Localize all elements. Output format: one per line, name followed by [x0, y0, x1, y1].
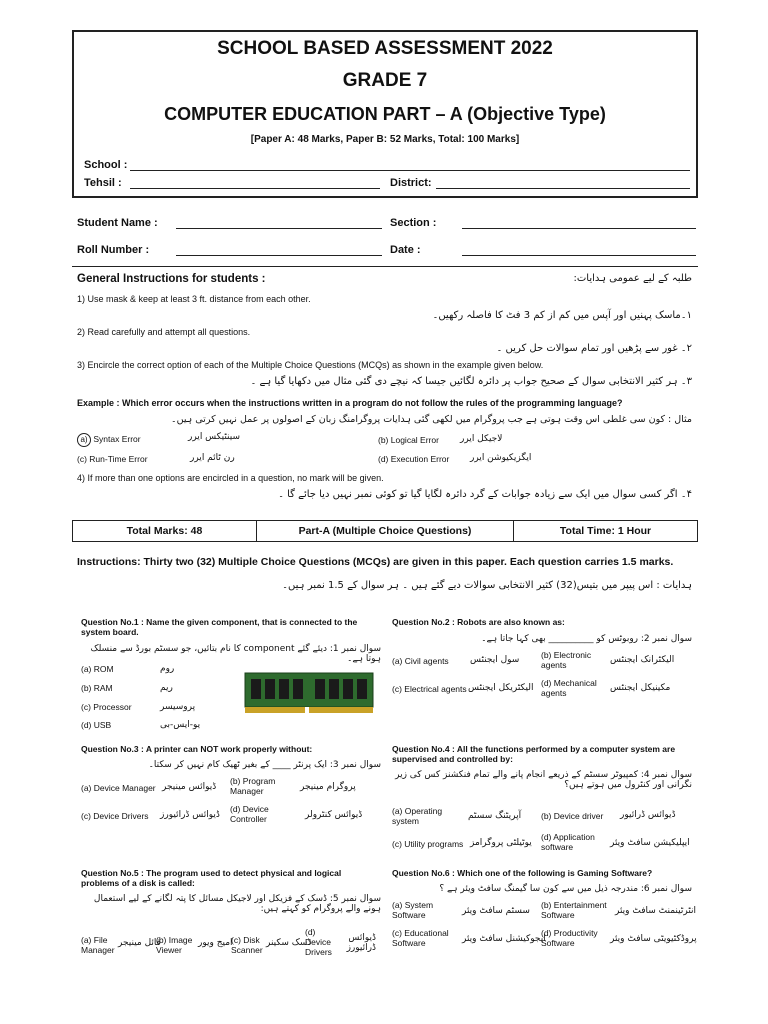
q6-option-a[interactable]: (a) System Software: [392, 900, 434, 920]
q2-option-b-ur: الیکٹرانک ایجنٹس: [610, 655, 675, 665]
q3-option-b[interactable]: (b) Program Manager: [230, 776, 276, 796]
example-option-a-text: Syntax Error: [93, 434, 141, 444]
q5-option-a[interactable]: (a) File Manager: [81, 935, 115, 955]
q2-option-d-ur: مکینیکل ایجنٹس: [610, 683, 671, 693]
q1-option-c[interactable]: (c) Processor: [81, 702, 132, 712]
title-subject: COMPUTER EDUCATION PART – A (Objective Type): [164, 104, 606, 124]
district-label: District:: [390, 177, 432, 189]
header-box: [72, 30, 698, 198]
roll-number-field[interactable]: [176, 255, 382, 256]
example-option-a: [77, 433, 141, 447]
total-time: Total Time: 1 Hour: [559, 525, 652, 537]
q2-option-b[interactable]: (b) Electronic agents: [541, 650, 592, 670]
q3-option-a-ur: ڈیوائس مینیجر: [162, 782, 217, 792]
q3-option-c[interactable]: (c) Device Drivers: [81, 811, 149, 821]
q4-option-a[interactable]: (a) Operating system: [392, 806, 443, 826]
q4-option-b[interactable]: (b) Device driver: [541, 811, 604, 821]
question-3: Question No.3 : A printer can NOT work properly without:: [81, 744, 313, 754]
q4-option-c[interactable]: (c) Utility programs: [392, 839, 464, 849]
example-option-d: (d) Execution Error: [378, 454, 450, 464]
q1-option-c-ur: پروسیسر: [160, 702, 196, 712]
example-option-a-ur: سینٹیکس ایرر: [188, 432, 241, 442]
q4-option-d-ur: ایپلیکیشن سافٹ ویئر: [610, 838, 690, 848]
q5-option-a-ur: فائل مینیجر: [118, 938, 161, 948]
q1-option-d[interactable]: (d) USB: [81, 720, 112, 730]
student-name-field[interactable]: [176, 228, 382, 229]
example-option-c: (c) Run-Time Error: [77, 454, 148, 464]
instruction-4-ur: ۴۔ اگر کسی سوال میں ایک سے زیادہ جوابات کے گرد دائرہ لگایا گیا تو کوئی نمبر نہیں دیا جائے گا ۔: [278, 489, 692, 500]
title-school-assessment: SCHOOL BASED ASSESSMENT 2022: [217, 38, 553, 59]
q5-option-d[interactable]: (d) Device Drivers: [305, 927, 332, 957]
instructions-heading-ur: طلبہ کے لیے عمومی ہدایات:: [573, 273, 692, 284]
q2-option-d[interactable]: (d) Mechanical agents: [541, 678, 597, 698]
question-6-ur: سوال نمبر 6: مندرجہ ذیل میں سے کون سا گیمنگ سافٹ ویئر ہے ؟: [439, 884, 692, 894]
q2-option-c[interactable]: (c) Electrical agents: [392, 684, 467, 694]
example-option-d-ur: ایگزیکیوشن ایرر: [470, 453, 532, 463]
date-label: Date :: [390, 244, 421, 256]
q4-option-d[interactable]: (d) Application software: [541, 832, 595, 852]
q3-option-b-ur: پروگرام مینیجر: [300, 782, 356, 792]
mcq-instructions-ur: ہدایات : اس پیپر میں بتیس(32) کثیر الانتخابی سوالات دیے گئے ہیں ۔ ہر سوال کے 1.5 نمبر ہیں۔: [282, 580, 692, 591]
title-grade: GRADE 7: [342, 70, 428, 91]
example-question-ur: مثال : کون سی غلطی اس وقت ہوتی ہے جب پروگرام میں لکھی گئی ہدایات پروگرامنگ زبان کے اصولوں پر عمل نہیں کرتی ہیں۔: [171, 414, 692, 425]
q5-option-b-ur: امیج ویور: [198, 938, 233, 948]
q6-option-b-ur: انٹرٹینمنٹ سافٹ ویئر: [615, 906, 697, 916]
q2-option-a[interactable]: (a) Civil agents: [392, 656, 449, 666]
q1-option-a[interactable]: (a) ROM: [81, 664, 114, 674]
q1-option-b-ur: ریم: [160, 683, 173, 693]
question-5: Question No.5 : The program used to detect physical and logical problems of a disk is called:: [81, 868, 342, 888]
date-field[interactable]: [462, 255, 696, 256]
instruction-1: 1) Use mask & keep at least 3 ft. distance from each other.: [77, 294, 311, 304]
instructions-heading: General Instructions for students :: [77, 273, 266, 285]
q5-option-d-ur: ڈیوائس ڈرائیورز: [346, 933, 376, 953]
question-4-ur: سوال نمبر 4: کمپیوٹر سسٹم کے ذریعے انجام پانے والے تمام فنکشنز کس کی زیر نگرانی اور کنٹرول میں ہوتے ہیں؟: [395, 770, 692, 790]
q6-option-c[interactable]: (c) Educational Software: [392, 928, 449, 948]
school-label: School :: [84, 159, 128, 171]
marks-breakdown: [Paper A: 48 Marks, Paper B: 52 Marks, Total: 100 Marks]: [250, 134, 520, 145]
mcq-instructions: Instructions: Thirty two (32) Multiple Choice Questions (MCQs) are given in this paper. Each question carries 1.5 marks.: [77, 556, 674, 568]
summary-bar: [72, 520, 698, 542]
q6-option-d-ur: پروڈکٹیویٹی سافٹ ویئر: [610, 934, 697, 944]
student-name-label: Student Name :: [77, 217, 158, 229]
example-question: Example : Which error occurs when the instructions written in a program do not follow the rules of the programming language?: [77, 398, 623, 408]
ram-module-image: [243, 669, 375, 719]
q1-option-d-ur: یو-ایس-بی: [160, 720, 201, 730]
section-label: Section :: [390, 217, 437, 229]
q2-option-a-ur: سول ایجنٹس: [470, 655, 520, 665]
instruction-2: 2) Read carefully and attempt all questions.: [77, 327, 251, 337]
q6-option-b[interactable]: (b) Entertainment Software: [541, 900, 607, 920]
q6-option-c-ur: ایجوکیشنل سافٹ ویئر: [462, 934, 546, 944]
tehsil-label: Tehsil :: [84, 177, 122, 189]
q6-option-d[interactable]: (d) Productivity Software: [541, 928, 598, 948]
tehsil-field[interactable]: [130, 188, 380, 189]
district-field[interactable]: [436, 188, 690, 189]
q4-option-a-ur: آپریٹنگ سسٹم: [468, 811, 522, 821]
instruction-3: 3) Encircle the correct option of each of the Multiple Choice Questions (MCQs) as shown in the example given below.: [77, 360, 544, 370]
instruction-1-ur: ۱۔ماسک پہنیں اور آپس میں کم از کم 3 فٹ کا فاصلہ رکھیں۔: [432, 310, 692, 321]
question-5-ur: سوال نمبر 5: ڈسک کے فزیکل اور لاجیکل مسائل کا پتہ لگانے کے لیے استعمال ہونے والے پروگرام کو کہتے ہیں:: [93, 894, 381, 914]
roll-number-label: Roll Number :: [77, 244, 150, 256]
section-field[interactable]: [462, 228, 696, 229]
instruction-2-ur: ۲۔ غور سے پڑھیں اور تمام سوالات حل کریں ۔: [496, 343, 692, 354]
q3-option-d-ur: ڈیوائس کنٹرولر: [305, 810, 363, 820]
q4-option-b-ur: ڈیوائس ڈرائیور: [620, 810, 676, 820]
question-2: Question No.2 : Robots are also known as:: [392, 617, 565, 627]
question-2-ur: سوال نمبر 2: روبوٹس کو __________ بھی کہا جاتا ہے۔: [481, 634, 692, 644]
question-1: Question No.1 : Name the given component, that is connected to the system board.: [81, 617, 358, 637]
question-3-ur: سوال نمبر 3: ایک پرنٹر ____ کے بغیر ٹھیک کام نہیں کر سکتا۔: [148, 760, 381, 770]
q5-option-b[interactable]: (b) Image Viewer: [156, 935, 193, 955]
q3-option-d[interactable]: (d) Device Controller: [230, 804, 269, 824]
q1-option-a-ur: روم: [160, 664, 175, 674]
q3-option-c-ur: ڈیوائس ڈرائیورز: [160, 810, 220, 820]
q5-option-c[interactable]: (c) Disk Scanner: [231, 935, 263, 955]
question-4: Question No.4 : All the functions performed by a computer system are supervised and controlled by:: [392, 744, 676, 764]
total-marks: Total Marks: 48: [73, 521, 257, 541]
q3-option-a[interactable]: (a) Device Manager: [81, 783, 156, 793]
example-option-c-ur: رن ٹائم ایرر: [190, 453, 235, 463]
q5-option-c-ur: ڈسک سکینر: [266, 938, 312, 948]
part-label: Part-A (Multiple Choice Questions): [257, 521, 514, 541]
school-field[interactable]: [130, 170, 690, 171]
question-1-ur: سوال نمبر 1: دیئے گئے component کا نام بتائیں، جو سسٹم بورڈ سے منسلک ہوتا ہے۔: [90, 644, 381, 664]
selected-circle-icon: a): [77, 433, 91, 447]
divider: [72, 266, 698, 267]
example-option-b: (b) Logical Error: [378, 435, 439, 445]
q2-option-c-ur: الیکٹریکل ایجنٹس: [468, 683, 534, 693]
question-6: Question No.6 : Which one of the following is Gaming Software?: [392, 868, 653, 878]
q6-option-a-ur: سسٹم سافٹ ویئر: [462, 906, 530, 916]
example-option-b-ur: لاجیکل ایرر: [460, 434, 503, 444]
q1-option-b[interactable]: (b) RAM: [81, 683, 113, 693]
instruction-3-ur: ۳۔ ہر کثیر الانتخابی سوال کے صحیح جواب پر دائرہ لگائیں جیسا کہ نیچے دی گئی مثال میں دکھایا گیا ہے ۔: [250, 376, 692, 387]
q4-option-c-ur: یوٹیلٹی پروگرامز: [470, 838, 532, 848]
instruction-4: 4) If more than one options are encircled in a question, no mark will be given.: [77, 473, 384, 483]
